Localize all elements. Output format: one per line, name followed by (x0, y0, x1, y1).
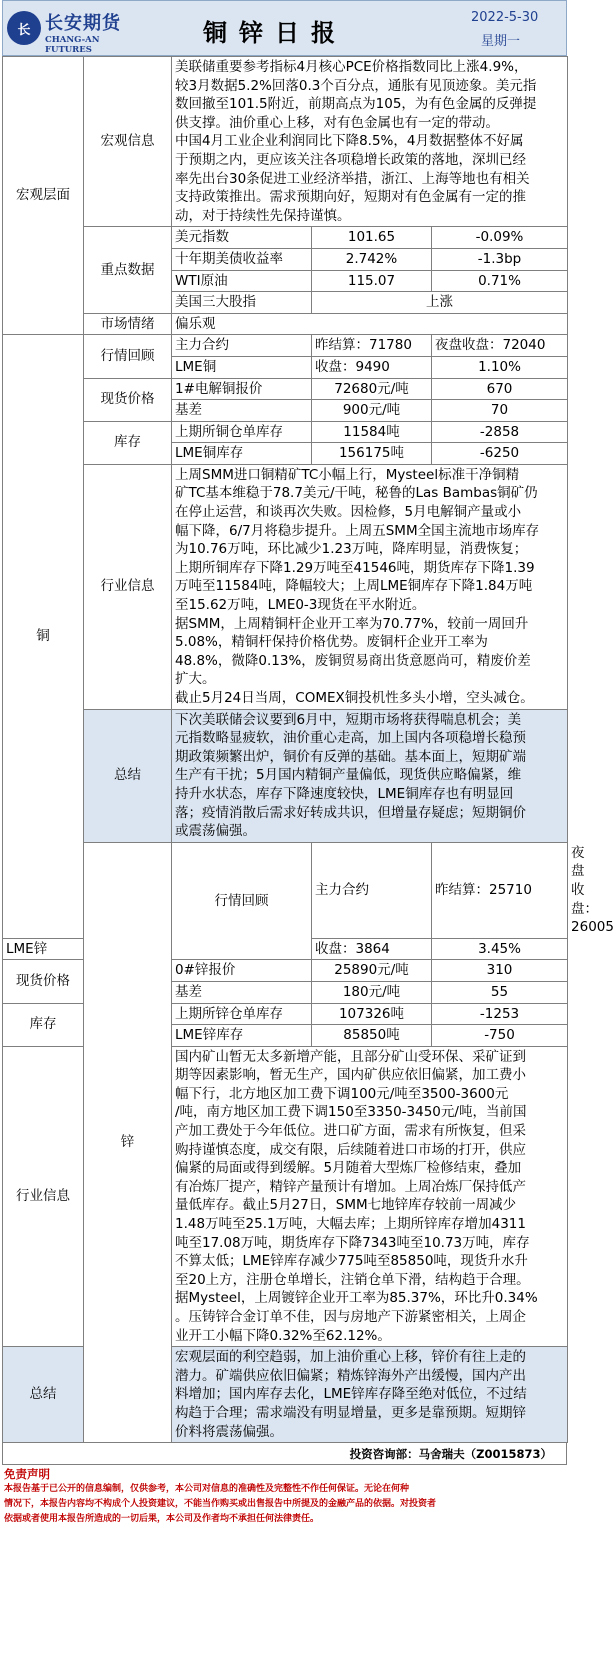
category-macro-info: 宏观信息 (84, 57, 172, 227)
text-line: 中国4月工业企业利润同比下降8.5%，4月数据整体不好属 (175, 133, 524, 150)
analyst-credit: 投资咨询部：马舍瑞夫（Z0015873） (2, 1443, 567, 1465)
text-line: 为10.76万吨，环比减少1.23万吨，降库明显，消费恢复； (175, 541, 528, 558)
key-data-value: 101.65 (312, 227, 432, 249)
spot-name: 1#电解铜报价 (172, 378, 312, 400)
key-data-change: -0.09% (432, 227, 568, 249)
basis-name: 基差 (172, 981, 312, 1003)
text-line: 幅下降，6/7月将稳步提升。上周五SMM全国主流地市场库存 (175, 522, 540, 539)
text-line: 持升水状态，库存下降速度较快，LME铜库存也有明显回 (175, 785, 514, 802)
report-page (2, 0, 614, 1527)
logo-chinese-name: 长安期货 (45, 13, 121, 34)
text-line: 于预期之内，更应该关注各项稳增长政策的落地，深圳已经 (175, 151, 526, 168)
key-data-value: 115.07 (312, 270, 432, 292)
spot-name: 0#锌报价 (172, 960, 312, 982)
basis-value: 900元/吨 (312, 400, 432, 422)
copper-industry-text (172, 464, 568, 709)
text-line: 美联储重要参考指标4月核心PCE价格指数同比上涨4.9%， (175, 59, 528, 75)
text-line: 率先出台30条促进工业经济举措，浙江、上海等地也有相关 (175, 170, 530, 187)
text-line: 上期所铜库存下降1.29万吨至41546吨，期货库存下降1.39 (175, 559, 535, 576)
text-line: 至15.62万吨，LME0-3现货在平水附近。 (175, 597, 426, 614)
text-line: 供支撑。油价重心上移，对有色金属也有一定的带动。 (175, 114, 499, 131)
text-line: 上周SMM进口铜精矿TC小幅上行，Mysteel标准干净铜精 (175, 466, 520, 483)
text-line: 数回撤至101.5附近，前期高点为105，为有色金属的反弹提 (175, 96, 537, 113)
disclaimer-title: 免责声明 (4, 1467, 50, 1482)
lme-close: 收盘：9490 (312, 356, 432, 378)
text-line: 宏观层面的利空趋弱，加上油价重心上移，锌价有往上走的 (175, 1349, 526, 1366)
section-copper: 铜 (3, 335, 84, 938)
main-contract-settle: 昨结算：71780 (312, 335, 432, 357)
main-contract-label: 主力合约 (312, 842, 432, 938)
main-contract-label: 主力合约 (172, 335, 312, 357)
key-data-change: -1.3bp (432, 248, 568, 270)
table-row (3, 421, 568, 443)
text-line: 期政策频繁出炉，铜价有反弹的基础。基本面上，短期矿端 (175, 748, 526, 765)
text-line: 期等因素影响，暂无生产，国内矿供应依旧偏紧，加工费小 (175, 1067, 526, 1084)
category-market-review: 行情回顾 (84, 335, 172, 378)
text-line: 量低库存。截止5月27日，SMM七地锌库存较前一周减少 (175, 1197, 517, 1214)
text-line: 或震荡偏强。 (175, 823, 256, 840)
text-line: 至20上方，注册仓单增长，注销仓单下滑，结构趋于合理。 (175, 1271, 530, 1288)
text-line: 购持谨慎态度，成交有限，后续随着进口市场的打开，供应 (175, 1141, 526, 1158)
category-industry-info: 行业信息 (84, 464, 172, 709)
category-summary: 总结 (84, 709, 172, 842)
zinc-industry-text (172, 1046, 568, 1347)
text-line: 情况下，本报告内容均不构成个人投资建议，不能当作购买或出售报告中所提及的金融产品的依据。对投资者 (4, 1499, 437, 1510)
main-contract-night: 夜盘收盘：72040 (432, 335, 568, 357)
lme-stock-value: 85850吨 (312, 1025, 432, 1047)
lme-stock-change: -6250 (432, 443, 568, 465)
text-line: 构趋于合理；需求端没有明显增量，更多是靠预期。短期锌 (175, 1404, 526, 1421)
logo-emblem: 长 (7, 11, 41, 45)
text-line: 万吨至11584吨，降幅较大；上周LME铜库存下降1.84万吨 (175, 578, 533, 595)
table-row (3, 227, 568, 249)
text-line: 动，对于持续性先保持谨慎。 (175, 207, 351, 224)
text-line: 本报告基于已公开的信息编制，仅供参考，本公司对信息的准确性及完整性不作任何保证。无论在何种 (4, 1484, 410, 1495)
category-sentiment: 市场情绪 (84, 313, 172, 335)
section-macro: 宏观层面 (3, 57, 84, 335)
text-line: 产加工费处于今年低位。进口矿方面，需求有所恢复，但采 (175, 1123, 526, 1140)
key-data-name: 美元指数 (172, 227, 312, 249)
text-line: 截止5月24日当周，COMEX铜投机性多头小增，空头减仓。 (175, 690, 534, 706)
text-line: 生产有干扰；5月国内精铜产量偏低，现货供应略偏紧，维 (175, 767, 522, 784)
report-table (2, 56, 614, 1443)
spot-change: 670 (432, 378, 568, 400)
text-line: 5.08%，精铜杆保持价格优势。废铜杆企业开工率为 (175, 634, 488, 651)
spot-price: 25890元/吨 (312, 960, 432, 982)
text-line: 吨至17.08万吨，期货库存下降7343吨至10.73万吨，库存 (175, 1234, 530, 1251)
category-stock: 库存 (84, 421, 172, 464)
text-line: 料增加；国内库存去化，LME锌库存降至绝对低位，不过结 (175, 1386, 527, 1403)
text-line: 有冶炼厂提产，精锌产量预计有增加。上周冶炼厂保持低产 (175, 1178, 526, 1195)
report-weekday: 星期一 (481, 34, 521, 49)
text-line: 不算太低；LME锌库存减少775吨至85850吨，现货升水升 (175, 1253, 528, 1270)
disclaimer-text (4, 1482, 565, 1527)
company-logo (7, 7, 132, 55)
disclaimer (2, 1465, 567, 1527)
table-row (3, 57, 568, 227)
basis-change: 55 (432, 981, 568, 1003)
key-data-name: 美国三大股指 (172, 292, 312, 314)
text-line: 偏紧的局面或得到缓解。5月随着大型炼厂检修结束，叠加 (175, 1160, 522, 1177)
text-line: 较3月数据5.2%回落0.3个百分点，通胀有见顶迹象。美元指 (175, 77, 537, 94)
lme-stock-change: -750 (432, 1025, 568, 1047)
table-row (3, 313, 568, 335)
sentiment-value: 偏乐观 (172, 313, 568, 335)
text-line: 价料将震荡偏强。 (175, 1423, 283, 1440)
lme-stock-value: 156175吨 (312, 443, 432, 465)
category-market-review: 行情回顾 (172, 842, 312, 960)
spot-price: 72680元/吨 (312, 378, 432, 400)
category-key-data: 重点数据 (84, 227, 172, 313)
lme-change: 1.10% (432, 356, 568, 378)
copper-summary-text (172, 709, 568, 842)
key-data-value: 2.742% (312, 248, 432, 270)
text-line: 据SMM，上周精铜杆企业开工率为70.77%，较前一周回升 (175, 615, 529, 632)
category-industry-info: 行业信息 (3, 1046, 84, 1347)
text-line: 矿TC基本维稳于78.7美元/干吨，秘鲁的Las Bambas铜矿仍 (175, 485, 538, 502)
key-data-name: 十年期美债收益率 (172, 248, 312, 270)
table-row (3, 709, 568, 842)
basis-name: 基差 (172, 400, 312, 422)
zinc-summary-text (172, 1347, 568, 1443)
key-data-change: 0.71% (432, 270, 568, 292)
text-line: 依据或者使用本报告所造成的一切后果，本公司及作者均不承担任何法律责任。 (4, 1514, 320, 1525)
text-line: 1.48万吨至25.1万吨，大幅去库；上期所锌库存增加4311 (175, 1216, 526, 1233)
shfe-stock-change: -1253 (432, 1003, 568, 1025)
text-line: 幅下行，北方地区加工费下调100元/吨至3500-3600元 (175, 1085, 509, 1102)
category-stock: 库存 (3, 1003, 84, 1046)
text-line: 下次美联储会议要到6月中，短期市场将获得喘息机会；美 (175, 711, 522, 728)
main-contract-settle: 昨结算：25710 (432, 842, 568, 938)
shfe-stock-name: 上期所铜仓单库存 (172, 421, 312, 443)
category-summary: 总结 (3, 1347, 84, 1443)
text-line: 支持政策推出。需求预期向好，短期对有色金属有一定的推 (175, 189, 526, 206)
shfe-stock-change: -2858 (432, 421, 568, 443)
table-row: 锌 行情回顾 主力合约 昨结算：25710 夜盘收盘：26005 (3, 842, 568, 938)
shfe-stock-value: 11584吨 (312, 421, 432, 443)
text-line: 扩大。 (175, 671, 216, 688)
text-line: 据Mysteel，上周镀锌企业开工率为85.37%，环比升0.34% (175, 1290, 538, 1307)
key-data-name: WTI原油 (172, 270, 312, 292)
text-line: 元指数略显疲软，油价重心走高，加上国内各项稳增长稳预 (175, 730, 526, 747)
logo-english-name: CHANG-AN FUTURES (45, 35, 100, 55)
table-row (3, 335, 568, 357)
report-date: 2022-5-30 (471, 10, 539, 25)
text-line: 。压铸锌合金订单不佳，因与房地产下游紧密相关，上周企 (175, 1309, 526, 1325)
lme-close: 收盘：3864 (312, 938, 432, 960)
shfe-stock-value: 107326吨 (312, 1003, 432, 1025)
key-data-value: 上涨 (312, 292, 568, 314)
lme-change: 3.45% (432, 938, 568, 960)
text-line: 48.8%，微降0.13%，废铜贸易商出货意愿尚可，精废价差 (175, 652, 531, 669)
lme-label: LME铜 (172, 356, 312, 378)
lme-label: LME锌 (3, 938, 84, 960)
report-header (2, 0, 567, 56)
category-spot-price: 现货价格 (3, 960, 84, 1003)
section-zinc: 锌 (84, 842, 172, 1442)
table-row (3, 378, 568, 400)
lme-stock-name: LME锌库存 (172, 1025, 312, 1047)
text-line: 国内矿山暂无太多新增产能，且部分矿山受环保、采矿证到 (175, 1048, 526, 1065)
spot-change: 310 (432, 960, 568, 982)
text-line: /吨，南方地区加工费下调150至3350-3450元/吨，当前国 (175, 1104, 527, 1121)
lme-stock-name: LME铜库存 (172, 443, 312, 465)
basis-change: 70 (432, 400, 568, 422)
table-row (3, 464, 568, 709)
category-spot-price: 现货价格 (84, 378, 172, 421)
text-line: 在停止运营，和谈再次失败。因检修，5月电解铜产量或小 (175, 504, 522, 521)
macro-info-text (172, 57, 568, 227)
text-line: 潜力。矿端供应依旧偏紧；精炼锌海外产出缓慢，国内产出 (175, 1367, 526, 1384)
shfe-stock-name: 上期所锌仓单库存 (172, 1003, 312, 1025)
report-title: 铜锌日报 (203, 19, 347, 47)
text-line: 业开工小幅下降0.32%至62.12%。 (175, 1327, 391, 1344)
text-line: 落；疫情消散后需求好转成共识，但增量存疑虑；短期铜价 (175, 804, 526, 821)
basis-value: 180元/吨 (312, 981, 432, 1003)
